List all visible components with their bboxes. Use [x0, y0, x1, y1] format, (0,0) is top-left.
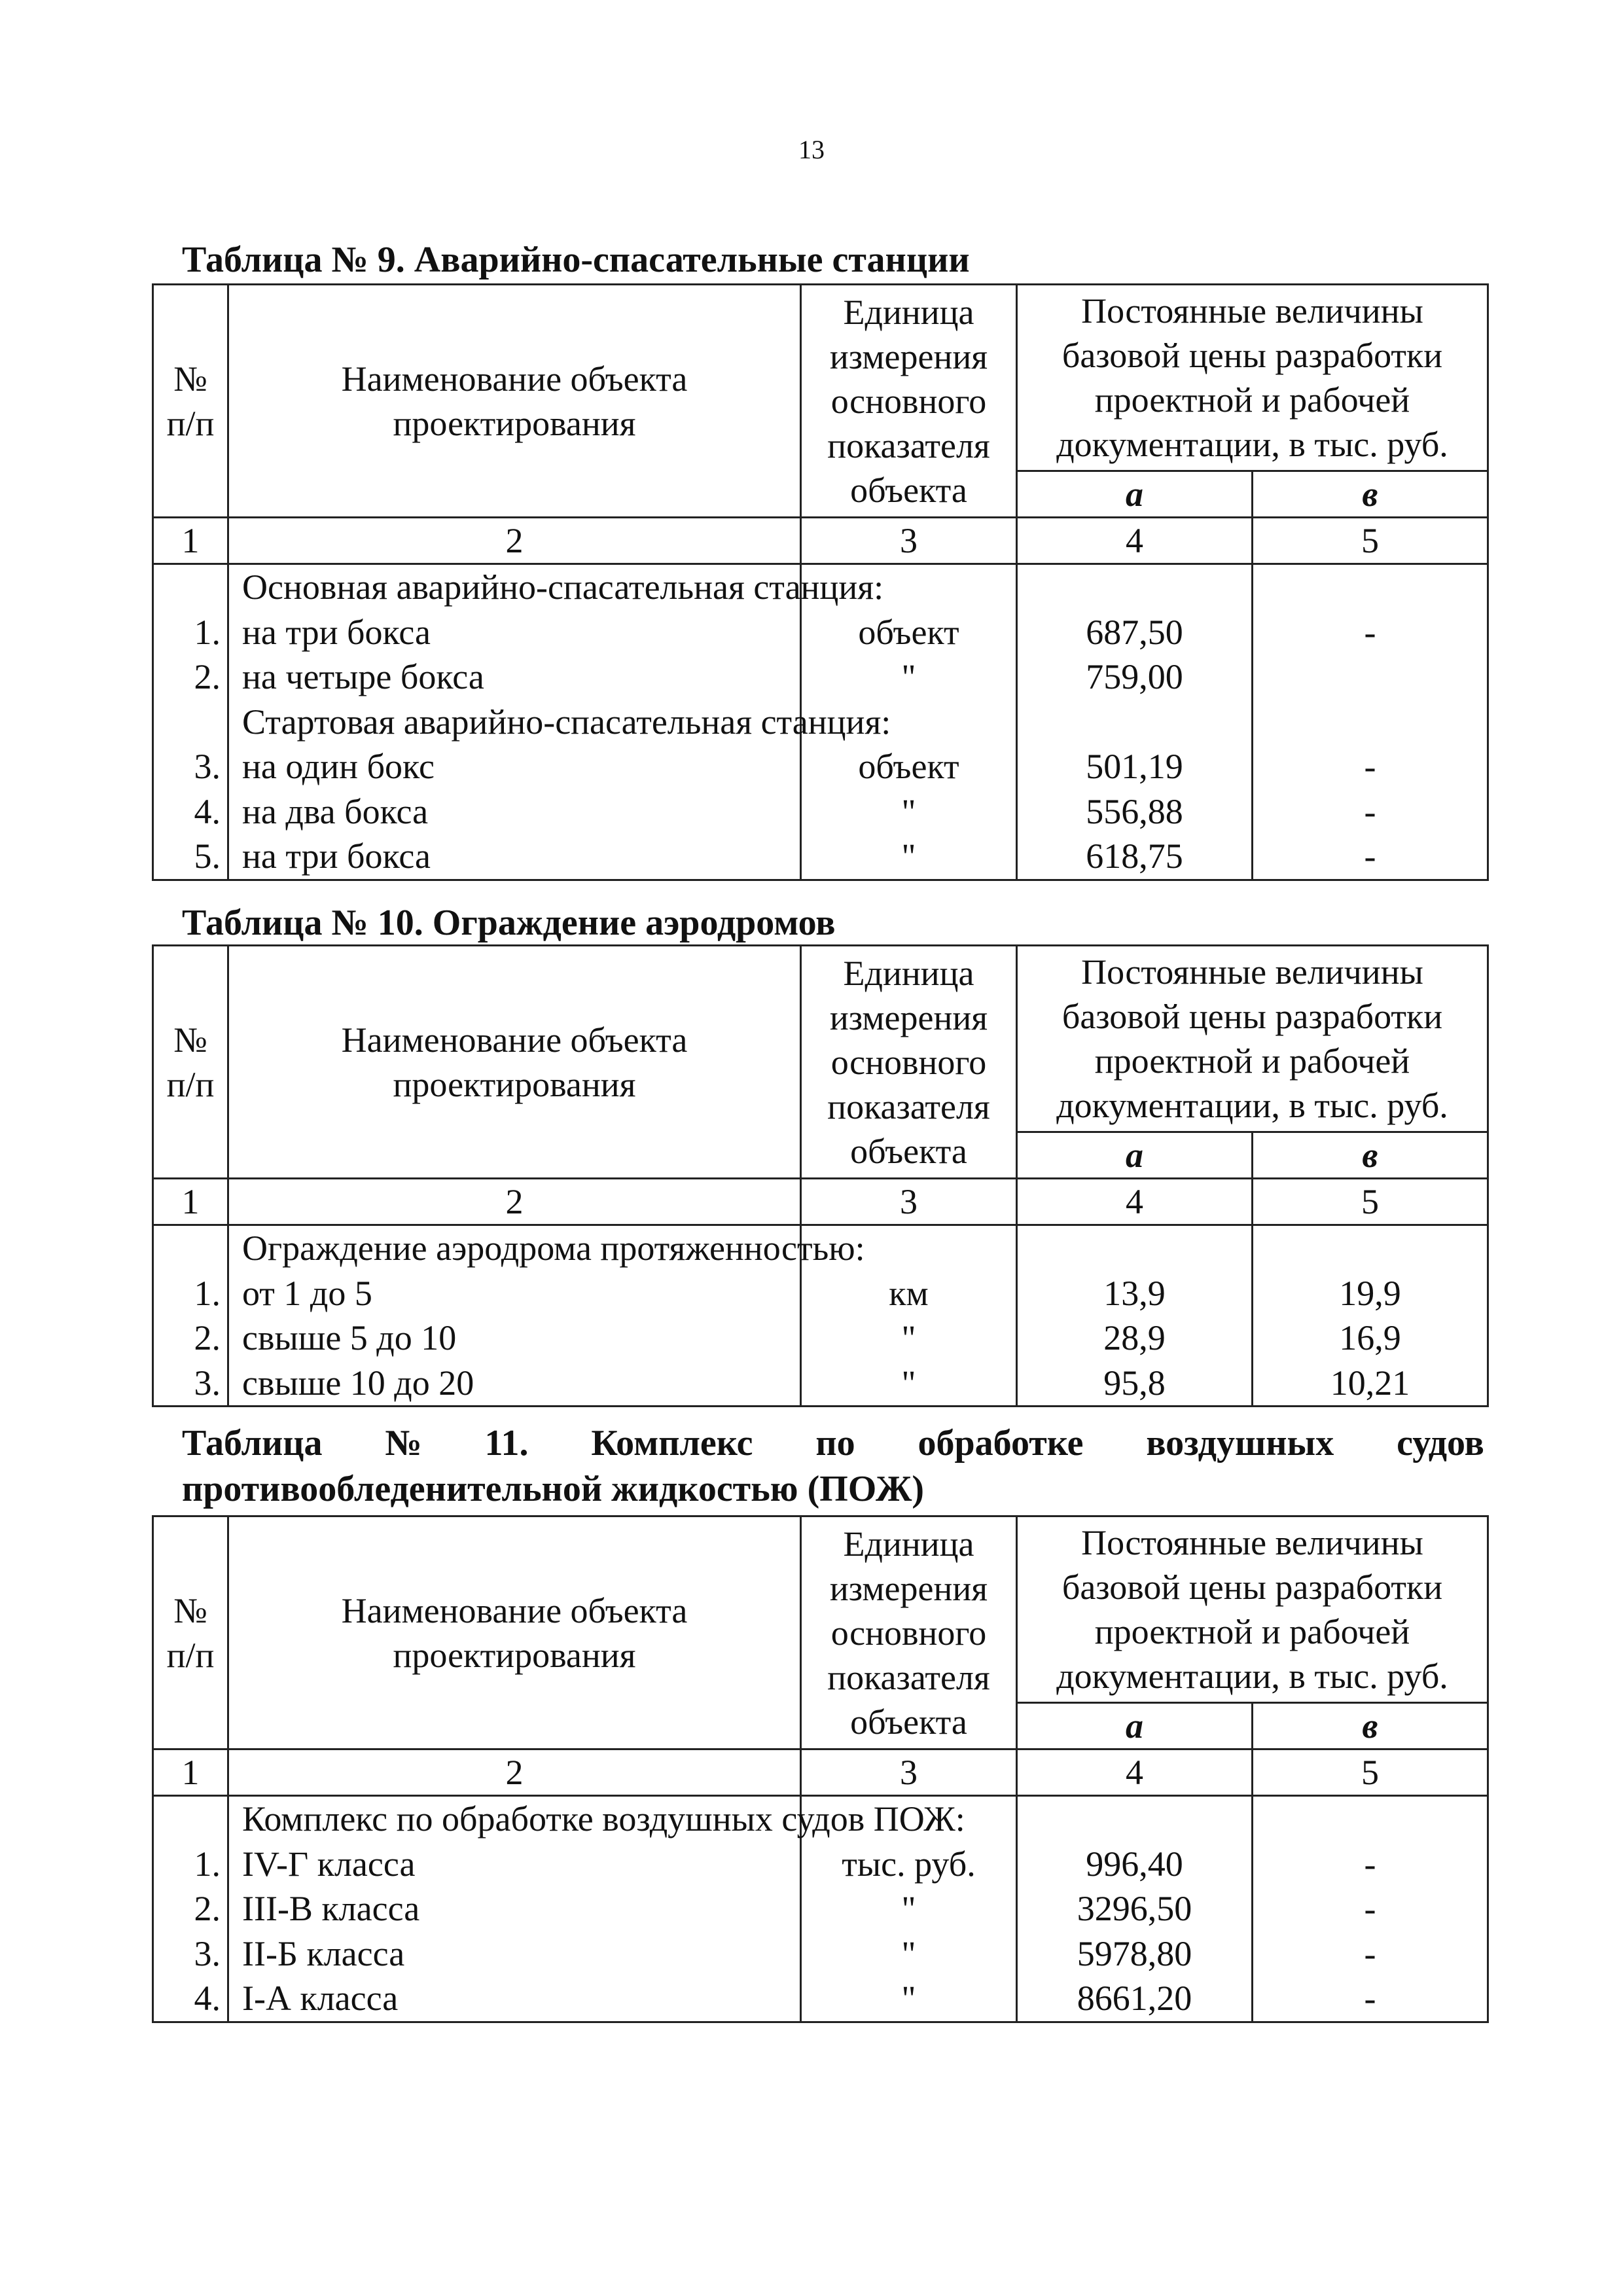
header-line: базовой цены разработки: [1061, 997, 1443, 1036]
cell-a: 759,00: [1086, 657, 1183, 696]
cell-name: I-А класса: [242, 1979, 399, 2018]
cell-num: 1.: [194, 1844, 221, 1884]
name-column: [228, 1225, 865, 1407]
cell-name: Комплекс по обработке воздушных судов ПОЖ:: [242, 1799, 965, 1839]
cell-unit: ": [901, 836, 916, 876]
cell-a: 996,40: [1086, 1844, 1183, 1884]
cell-num: 1.: [194, 1273, 221, 1313]
index-cell: 1: [153, 1179, 228, 1225]
header-line: Наименование объекта: [341, 359, 688, 399]
cell-num: [160, 565, 221, 610]
cell-unit: ": [901, 657, 916, 696]
table9-title: Таблица № 9. Аварийно-спасательные станции: [182, 240, 970, 280]
index-cell: 5: [1253, 518, 1488, 564]
cell-unit: ": [901, 1933, 916, 1973]
index-row: [153, 1179, 1488, 1225]
cell-num: 3.: [194, 1363, 221, 1403]
header-name: [228, 285, 801, 518]
index-cell: 1: [153, 1749, 228, 1796]
header-line: п/п: [166, 403, 215, 443]
cell-name: II-Б класса: [242, 1933, 405, 1973]
cell-name: на четыре бокса: [242, 657, 484, 696]
header-line: проектирования: [393, 403, 636, 443]
cell-num: 2.: [194, 1889, 221, 1928]
cell-num: 4.: [194, 791, 221, 831]
header-line: Единица: [843, 292, 974, 332]
header-unit: [801, 1516, 1017, 1749]
b-column: [1253, 1225, 1488, 1407]
header-line: объекта: [850, 470, 967, 510]
index-cell: 3: [801, 1749, 1017, 1796]
cell-name: на три бокса: [242, 836, 431, 876]
table9: [152, 283, 1489, 881]
cell-a: [1024, 565, 1245, 610]
header-line: №: [173, 1020, 207, 1060]
index-row: [153, 518, 1488, 564]
cell-unit: объект: [858, 747, 959, 786]
cell-a: [1024, 1797, 1245, 1842]
cell-a: 5978,80: [1077, 1933, 1192, 1973]
cell-b: -: [1364, 1933, 1376, 1973]
cell-unit: объект: [858, 612, 959, 652]
header-line: базовой цены разработки: [1061, 336, 1443, 375]
header-line: объекта: [850, 1702, 967, 1742]
header-line: п/п: [166, 1064, 215, 1104]
cell-unit: ": [901, 1318, 916, 1357]
header-line: №: [173, 1590, 207, 1630]
index-cell: 4: [1017, 518, 1253, 564]
cell-b: 10,21: [1330, 1363, 1410, 1403]
a-column: [1017, 1796, 1253, 2022]
cell-a: 618,75: [1086, 836, 1183, 876]
num-column: [153, 564, 228, 880]
cell-unit: ": [901, 1363, 916, 1403]
cell-b: -: [1364, 612, 1376, 652]
header-col-b: в: [1253, 1132, 1488, 1179]
table10-body: [153, 1225, 1488, 1407]
cell-num: 2.: [194, 657, 221, 696]
table11-title-line1: [182, 1420, 1484, 1466]
cell-b: 16,9: [1339, 1318, 1401, 1357]
index-cell: 2: [228, 1749, 801, 1796]
cell-b: [1260, 1226, 1480, 1271]
cell-a: 556,88: [1086, 791, 1183, 831]
header-line: Наименование объекта: [341, 1590, 688, 1630]
cell-name: на один бокс: [242, 747, 435, 786]
cell-b: -: [1364, 1889, 1376, 1928]
index-cell: 4: [1017, 1179, 1253, 1225]
header-col-a: а: [1017, 1703, 1253, 1749]
header-name: [228, 1516, 801, 1749]
cell-unit: тыс. руб.: [842, 1844, 976, 1884]
cell-a: [1024, 700, 1245, 745]
title-word: №: [385, 1423, 422, 1463]
table9-body: [153, 564, 1488, 880]
cell-a: 501,19: [1086, 747, 1183, 786]
page-number: 13: [798, 135, 825, 164]
cell-b: [1260, 655, 1480, 700]
index-cell: 1: [153, 518, 228, 564]
header-line: показателя: [827, 425, 990, 465]
cell-num: 4.: [194, 1979, 221, 2018]
name-column: [228, 564, 891, 880]
header-num: [153, 285, 228, 518]
title-word: воздушных: [1146, 1423, 1334, 1463]
cell-a: 8661,20: [1077, 1979, 1192, 2018]
cell-num: [160, 700, 221, 745]
table11-body: [153, 1796, 1488, 2022]
header-line: основного: [830, 1042, 987, 1082]
header-line: документации, в тыс. руб.: [1056, 1086, 1448, 1125]
cell-a: 28,9: [1103, 1318, 1166, 1357]
header-line: документации, в тыс. руб.: [1056, 1657, 1448, 1696]
title-word: по: [815, 1423, 855, 1463]
header-line: основного: [830, 381, 987, 421]
table11: [152, 1515, 1489, 2023]
cell-name: свыше 5 до 10: [242, 1318, 457, 1357]
header-line: базовой цены разработки: [1061, 1568, 1443, 1607]
header-col-a: а: [1017, 1132, 1253, 1179]
cell-num: 5.: [194, 836, 221, 876]
header-line: основного: [830, 1613, 987, 1653]
header-line: Постоянные величины: [1081, 952, 1423, 992]
cell-unit: км: [889, 1273, 929, 1313]
title-word: 11.: [484, 1423, 529, 1463]
header-line: №: [173, 359, 207, 399]
cell-name: Стартовая аварийно-спасательная станция:: [242, 702, 891, 742]
cell-name: на три бокса: [242, 612, 431, 652]
title-word: Таблица: [182, 1423, 323, 1463]
header-line: проектной и рабочей: [1094, 1041, 1410, 1081]
index-cell: 3: [801, 1179, 1017, 1225]
header-line: проектирования: [393, 1064, 636, 1104]
index-cell: 4: [1017, 1749, 1253, 1796]
header-line: показателя: [827, 1657, 990, 1697]
cell-num: 3.: [194, 1933, 221, 1973]
header-col-b: в: [1253, 1703, 1488, 1749]
header-line: измерения: [829, 336, 988, 376]
header-name: [228, 946, 801, 1179]
index-cell: 2: [228, 518, 801, 564]
index-cell: 3: [801, 518, 1017, 564]
a-column: [1017, 564, 1253, 880]
header-line: проектной и рабочей: [1094, 380, 1410, 420]
header-line: документации, в тыс. руб.: [1056, 425, 1448, 464]
table10: [152, 944, 1489, 1407]
header-const: [1017, 285, 1488, 471]
cell-a: [1024, 1226, 1245, 1271]
b-column: [1253, 1796, 1488, 2022]
header-line: Единица: [843, 953, 974, 993]
cell-num: [160, 1226, 221, 1271]
num-column: [153, 1225, 228, 1407]
header-line: измерения: [829, 997, 988, 1037]
cell-name: от 1 до 5: [242, 1273, 372, 1313]
header-line: показателя: [827, 1086, 990, 1126]
header-line: объекта: [850, 1131, 967, 1171]
cell-a: 95,8: [1103, 1363, 1166, 1403]
cell-name: IV-Г класса: [242, 1844, 416, 1884]
cell-name: Основная аварийно-спасательная станция:: [242, 567, 884, 607]
header-col-a: а: [1017, 471, 1253, 518]
title-word: судов: [1397, 1423, 1484, 1463]
header-line: Единица: [843, 1524, 974, 1564]
cell-unit: ": [901, 791, 916, 831]
cell-b: -: [1364, 1979, 1376, 2018]
cell-b: -: [1364, 1844, 1376, 1884]
cell-b: -: [1364, 747, 1376, 786]
header-line: Постоянные величины: [1081, 291, 1423, 331]
cell-name: III-В класса: [242, 1889, 420, 1928]
cell-num: [160, 1797, 221, 1842]
cell-num: 2.: [194, 1318, 221, 1357]
cell-a: 13,9: [1103, 1273, 1166, 1313]
cell-num: 3.: [194, 747, 221, 786]
header-col-b: в: [1253, 471, 1488, 518]
title-word: Комплекс: [591, 1423, 753, 1463]
header-line: проектирования: [393, 1635, 636, 1675]
header-const: [1017, 1516, 1488, 1703]
header-num: [153, 1516, 228, 1749]
table11-title-line2: противообледенительной жидкостью (ПОЖ): [182, 1469, 924, 1509]
header-line: проектной и рабочей: [1094, 1612, 1410, 1651]
a-column: [1017, 1225, 1253, 1407]
cell-unit: ": [901, 1889, 916, 1928]
cell-a: 3296,50: [1077, 1889, 1192, 1928]
cell-a: 687,50: [1086, 612, 1183, 652]
num-column: [153, 1796, 228, 2022]
cell-name: Ограждение аэродрома протяженностью:: [242, 1229, 865, 1268]
cell-b: -: [1364, 791, 1376, 831]
index-cell: 5: [1253, 1749, 1488, 1796]
index-row: [153, 1749, 1488, 1796]
cell-unit: ": [901, 1979, 916, 2018]
header-const: [1017, 946, 1488, 1132]
cell-name: на два бокса: [242, 791, 429, 831]
cell-b: [1260, 565, 1480, 610]
cell-b: [1260, 1797, 1480, 1842]
cell-num: 1.: [194, 612, 221, 652]
header-num: [153, 946, 228, 1179]
index-cell: 2: [228, 1179, 801, 1225]
header-line: п/п: [166, 1635, 215, 1675]
b-column: [1253, 564, 1488, 880]
cell-b: [1260, 700, 1480, 745]
cell-name: свыше 10 до 20: [242, 1363, 474, 1403]
table10-title: Таблица № 10. Ограждение аэродромов: [182, 903, 836, 943]
header-unit: [801, 946, 1017, 1179]
header-line: Постоянные величины: [1081, 1523, 1423, 1562]
index-cell: 5: [1253, 1179, 1488, 1225]
header-line: измерения: [829, 1568, 988, 1608]
header-line: Наименование объекта: [341, 1020, 688, 1060]
header-unit: [801, 285, 1017, 518]
title-word: обработке: [918, 1423, 1084, 1463]
cell-b: 19,9: [1339, 1273, 1401, 1313]
cell-b: -: [1364, 836, 1376, 876]
